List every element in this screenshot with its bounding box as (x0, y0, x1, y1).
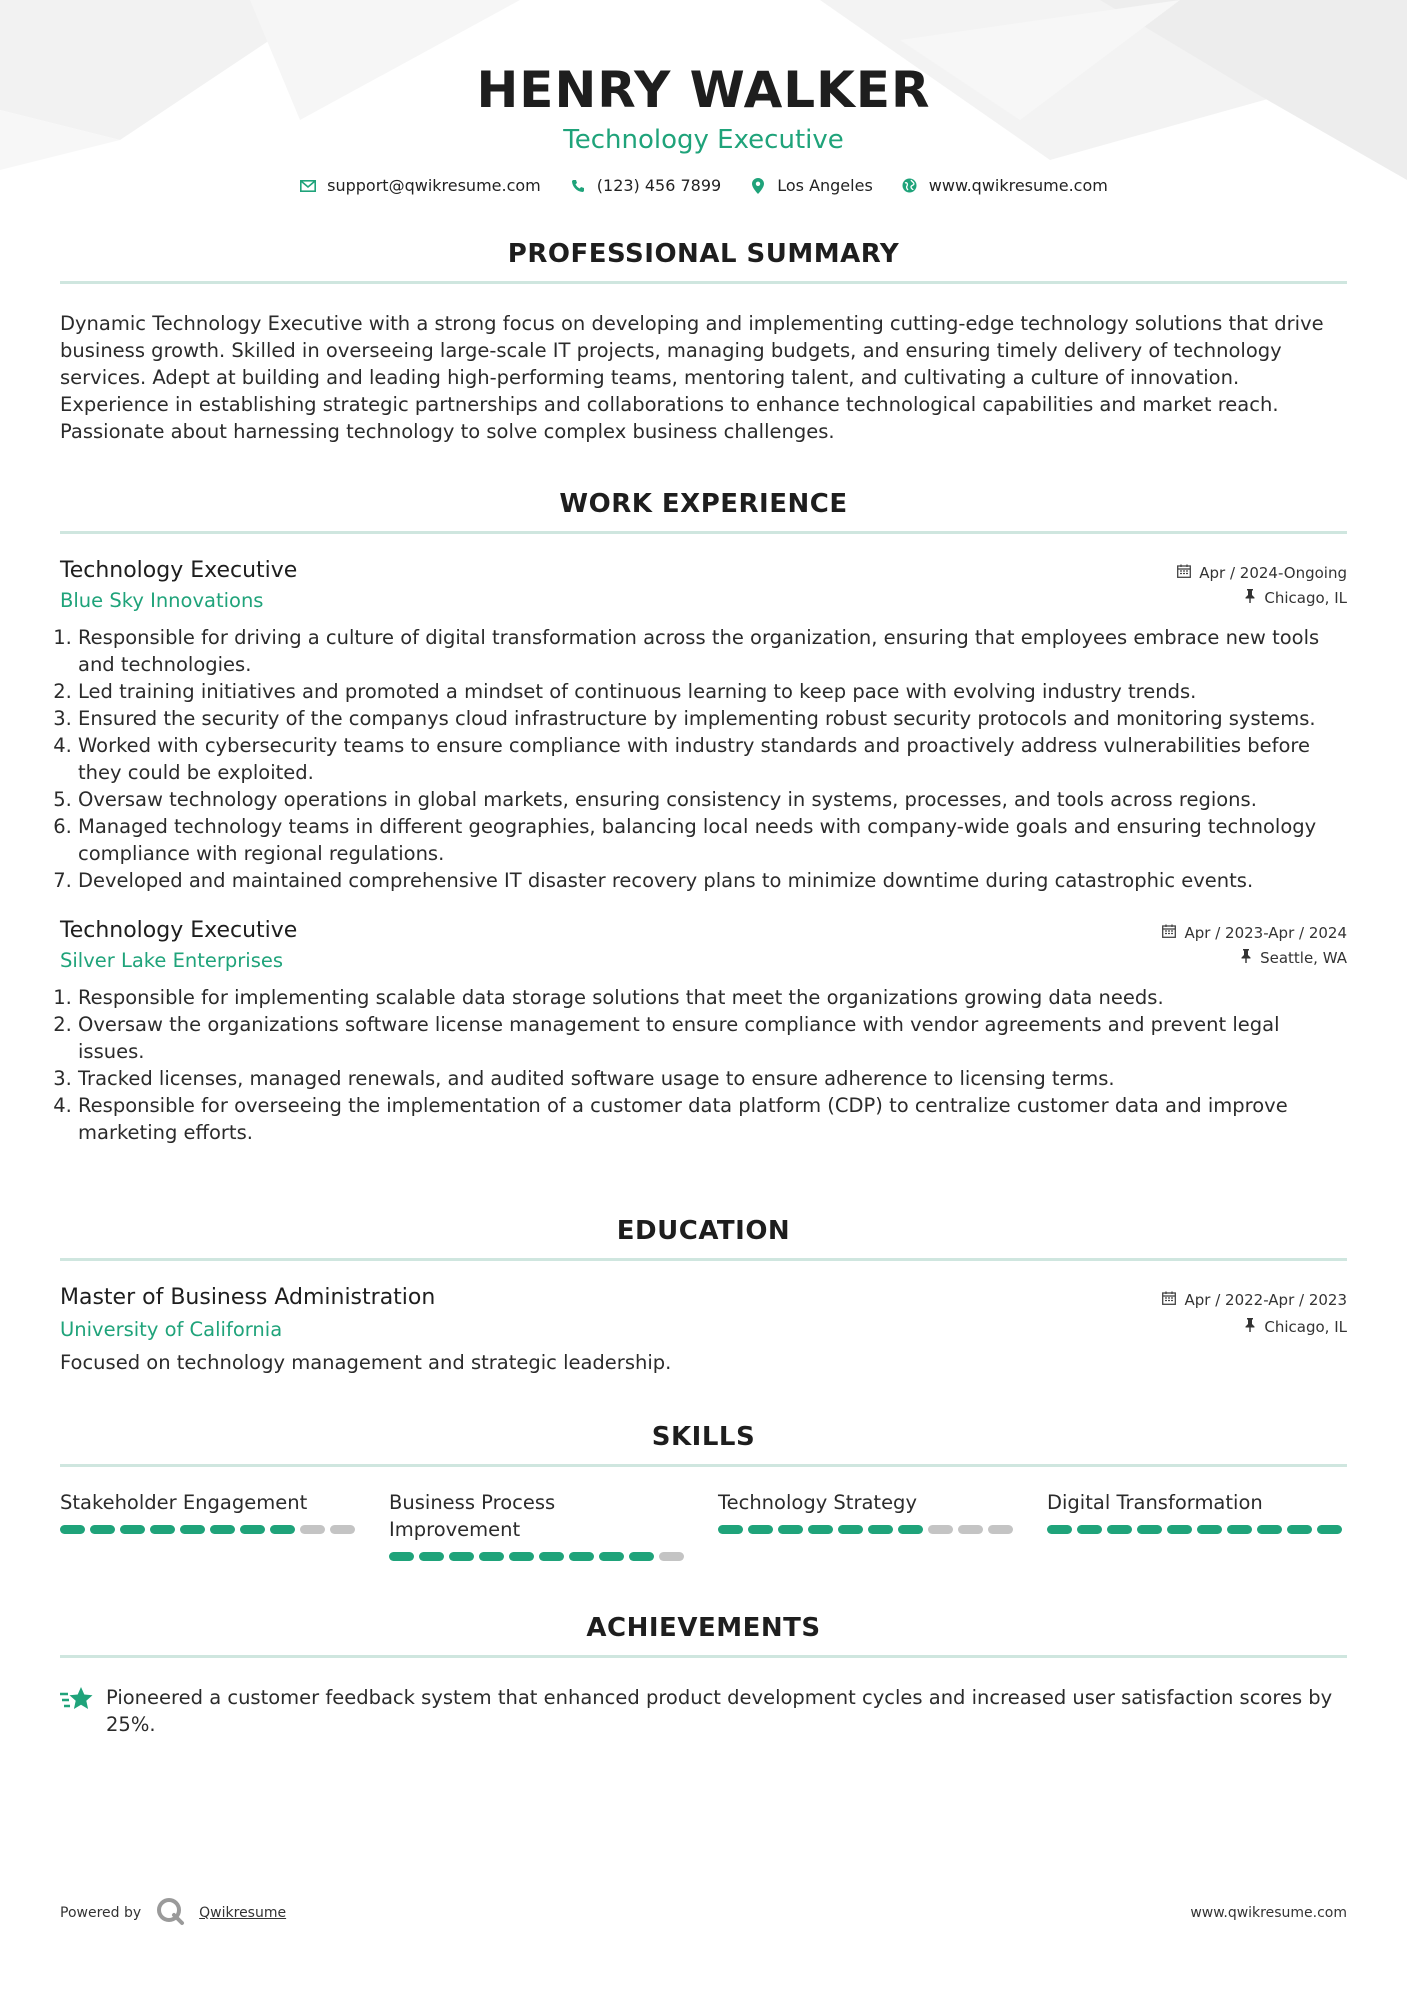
skill-segment (330, 1525, 355, 1534)
footer-website[interactable]: www.qwikresume.com (1190, 1905, 1347, 1921)
skill-segment (1137, 1525, 1162, 1534)
education-description: Focused on technology management and strategic leadership. (60, 1351, 672, 1374)
star-icon (60, 1686, 94, 1719)
list-item: 2. Led training initiatives and promoted a mindset of continuous learning to keep pace with evolving industry trends. (78, 678, 1347, 705)
qwikresume-logo-icon (155, 1896, 185, 1930)
skill-segment (1167, 1525, 1192, 1534)
skill-segment (150, 1525, 175, 1534)
calendar-icon (1177, 564, 1191, 582)
skill-segment (569, 1552, 594, 1561)
job-location: Seattle, WA (1240, 949, 1347, 967)
skill-segment (838, 1525, 863, 1534)
section-divider (60, 281, 1347, 284)
skill-segment (599, 1552, 624, 1561)
achievements-heading: ACHIEVEMENTS (586, 1613, 821, 1643)
skill-segment (928, 1525, 953, 1534)
list-item: 4. Worked with cybersecurity teams to ensure compliance with industry standards and proactively address vulnerabilities before they could be exploited. (78, 732, 1347, 786)
experience-section (60, 489, 1347, 1146)
skill-segment (210, 1525, 235, 1534)
skill-level-bar (1047, 1525, 1347, 1534)
skill-segment (270, 1525, 295, 1534)
contact-website[interactable] (901, 176, 1108, 195)
list-item: 1. Responsible for implementing scalable data storage solutions that meet the organizations growing data needs. (78, 984, 1347, 1011)
skill-name: Digital Transformation (1047, 1491, 1263, 1514)
skill-segment (898, 1525, 923, 1534)
list-item: 5. Oversaw technology operations in global markets, ensuring consistency in systems, processes, and tools across regions. (78, 786, 1347, 813)
list-item: 6. Managed technology teams in different geographies, balancing local needs with company-wide goals and ensuring technology compliance with regional regulations. (78, 813, 1347, 867)
skill-segment (449, 1552, 474, 1561)
footer (60, 1896, 1347, 1930)
skill-segment (1227, 1525, 1252, 1534)
skill-segment (300, 1525, 325, 1534)
envelope-icon (299, 177, 317, 195)
pushpin-icon (1240, 949, 1252, 967)
skill-segment (1287, 1525, 1312, 1534)
education-entry (60, 1285, 1347, 1376)
skill-name: Business Process Improvement (389, 1491, 556, 1541)
location-text: Los Angeles (777, 176, 873, 195)
skill-segment (808, 1525, 833, 1534)
pushpin-icon (1244, 1318, 1256, 1336)
list-item: 1. Responsible for driving a culture of digital transformation across the organization, ensuring that employees embrace new tools and technologies. (78, 624, 1347, 678)
skills-heading: SKILLS (651, 1422, 756, 1452)
skill-item (389, 1489, 689, 1561)
education-dates: Apr / 2022-Apr / 2023 (1162, 1291, 1347, 1309)
skill-segment (479, 1552, 504, 1561)
skill-segment (1047, 1525, 1072, 1534)
job-location: Chicago, IL (1244, 589, 1347, 607)
list-item: 3. Tracked licenses, managed renewals, and audited software usage to ensure adherence to licensing terms. (78, 1065, 1347, 1092)
skill-segment (389, 1552, 414, 1561)
skill-level-bar (60, 1525, 360, 1534)
skill-level-bar (389, 1552, 689, 1561)
list-item: 2. Oversaw the organizations software license management to ensure compliance with vendor agreements and prevent legal issues. (78, 1011, 1347, 1065)
email-text: support@qwikresume.com (327, 176, 541, 195)
section-divider (60, 1655, 1347, 1658)
globe-icon (901, 177, 919, 195)
degree-title: Master of Business Administration (60, 1285, 436, 1310)
skill-segment (509, 1552, 534, 1561)
powered-by (60, 1896, 286, 1930)
achievements-section (60, 1613, 1347, 1738)
skill-segment (1077, 1525, 1102, 1534)
skill-name: Stakeholder Engagement (60, 1491, 308, 1514)
skill-segment (1197, 1525, 1222, 1534)
skill-segment (958, 1525, 983, 1534)
company-name: Silver Lake Enterprises (60, 949, 284, 972)
skill-segment (748, 1525, 773, 1534)
skill-segment (120, 1525, 145, 1534)
skill-segment (90, 1525, 115, 1534)
job-entry (60, 558, 1347, 894)
education-section (60, 1216, 1347, 1376)
achievement-item (60, 1684, 1347, 1738)
contact-bar (60, 176, 1347, 195)
map-pin-icon (749, 177, 767, 195)
skill-item (60, 1489, 360, 1561)
calendar-icon (1162, 1291, 1176, 1309)
skill-segment (718, 1525, 743, 1534)
skill-level-bar (718, 1525, 1018, 1534)
skill-segment (868, 1525, 893, 1534)
skills-grid (60, 1489, 1347, 1561)
qwikresume-link[interactable]: Qwikresume (199, 1905, 287, 1921)
list-item: 7. Developed and maintained comprehensive IT disaster recovery plans to minimize downtime during catastrophic events. (78, 867, 1347, 894)
powered-by-label: Powered by (60, 1905, 142, 1921)
skill-segment (1107, 1525, 1132, 1534)
summary-text: Dynamic Technology Executive with a strong focus on developing and implementing cutting-edge technology solutions that drive business growth. Skilled in overseeing large-scale IT projects, managing budgets, and ensuring timely delivery of technology services. Adept at building and leading high-performing teams, mentoring talent, and cultivating a culture of innovation. Experience in establishing strategic partnerships and collaborations to enhance technological capabilities and market reach. Passionate about harnessing technology to solve complex business challenges. (60, 312, 1324, 443)
skill-segment (419, 1552, 444, 1561)
education-location: Chicago, IL (1244, 1318, 1347, 1336)
skill-segment (629, 1552, 654, 1561)
skill-segment (180, 1525, 205, 1534)
phone-icon (569, 177, 587, 195)
candidate-name: HENRY WALKER (476, 61, 931, 119)
job-dates: Apr / 2023-Apr / 2024 (1162, 924, 1347, 942)
school-name: University of California (60, 1318, 283, 1341)
contact-phone[interactable] (569, 176, 721, 195)
skill-segment (778, 1525, 803, 1534)
phone-text: (123) 456 7899 (596, 176, 722, 195)
duties-list (60, 624, 1347, 894)
skill-segment (539, 1552, 564, 1561)
contact-location (749, 176, 873, 195)
skill-segment (1257, 1525, 1282, 1534)
section-divider (60, 531, 1347, 534)
section-divider (60, 1464, 1347, 1467)
skill-segment (988, 1525, 1013, 1534)
duties-list (60, 984, 1347, 1146)
pushpin-icon (1244, 589, 1256, 607)
experience-heading: WORK EXPERIENCE (559, 489, 848, 519)
skill-segment (60, 1525, 85, 1534)
job-entry (60, 918, 1347, 1146)
skills-section (60, 1422, 1347, 1561)
skill-name: Technology Strategy (718, 1491, 917, 1514)
candidate-title: Technology Executive (563, 125, 844, 155)
skill-segment (1317, 1525, 1342, 1534)
skill-segment (240, 1525, 265, 1534)
summary-heading: PROFESSIONAL SUMMARY (507, 239, 900, 269)
education-heading: EDUCATION (616, 1216, 791, 1246)
calendar-icon (1162, 924, 1176, 942)
job-title: Technology Executive (60, 918, 298, 943)
job-title: Technology Executive (60, 558, 298, 583)
website-text: www.qwikresume.com (928, 176, 1108, 195)
list-item: 4. Responsible for overseeing the implementation of a customer data platform (CDP) to centralize customer data and improve marketing efforts. (78, 1092, 1347, 1146)
achievement-text: Pioneered a customer feedback system that enhanced product development cycles and increased user satisfaction scores by 25%. (106, 1686, 1333, 1736)
job-dates: Apr / 2024-Ongoing (1177, 564, 1347, 582)
summary-section (60, 239, 1347, 445)
contact-email[interactable] (299, 176, 541, 195)
skill-item (1047, 1489, 1347, 1561)
list-item: 3. Ensured the security of the companys cloud infrastructure by implementing robust security protocols and monitoring systems. (78, 705, 1347, 732)
company-name: Blue Sky Innovations (60, 589, 264, 612)
skill-item (718, 1489, 1018, 1561)
skill-segment (659, 1552, 684, 1561)
section-divider (60, 1258, 1347, 1261)
